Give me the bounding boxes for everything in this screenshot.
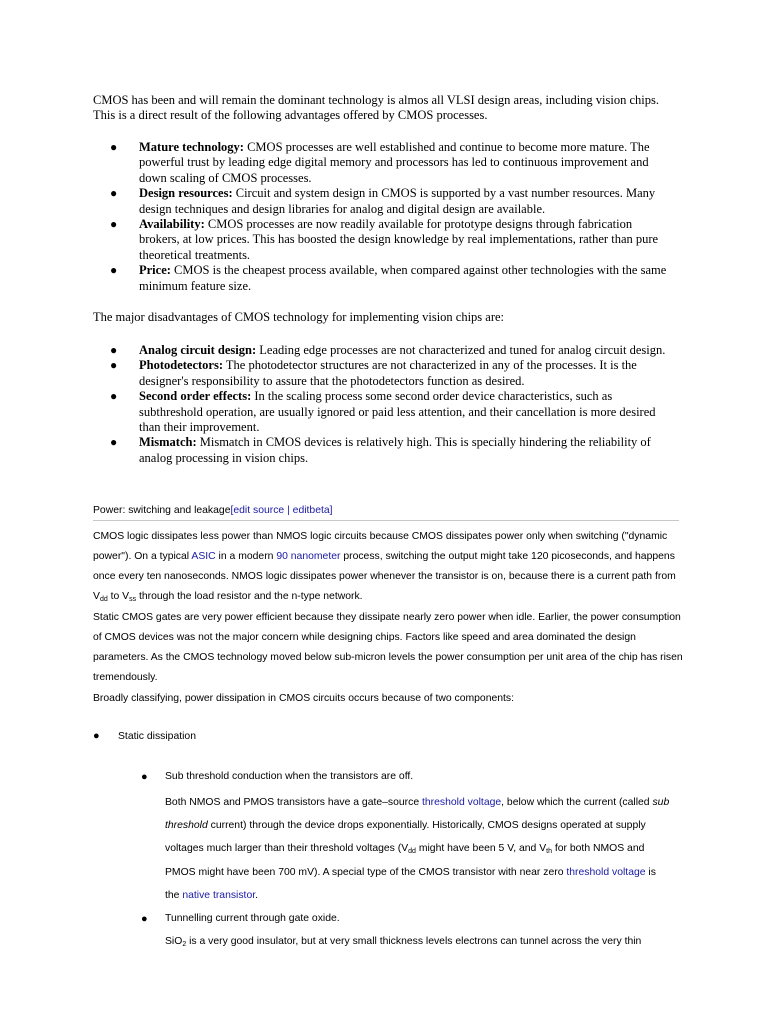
item-term: Mismatch: — [139, 435, 197, 450]
editbeta-link[interactable]: editbeta — [292, 505, 330, 516]
text-run: CMOS logic dissipates less power than NMOS logic circuits because CMOS dissipates power only when switching ("dynamic power"). On a typical — [93, 531, 668, 562]
item-text: In the scaling process some second order device characteristics, such as subthreshold operation, are usually ignored or paid less attention, and their cancellation is more desired than their improvement. — [139, 389, 656, 435]
threshold-voltage-link[interactable]: threshold voltage — [422, 797, 502, 808]
text-run: might have been 5 V, and V — [415, 843, 547, 855]
paragraph-dynamic-power — [93, 527, 683, 607]
bullet-icon: ● — [141, 771, 148, 783]
bracket-close: ] — [329, 505, 333, 516]
text-run: to V — [107, 591, 130, 602]
section-heading — [93, 504, 679, 521]
emphasis: sub threshold — [165, 797, 670, 832]
static-dissipation-label: Static dissipation — [118, 731, 196, 742]
bullet-icon: ● — [110, 217, 118, 232]
paragraph-static-cmos: Static CMOS gates are very power efficient because they dissipate nearly zero power when idle. Earlier, the power consumption of CMOS devices was not the major concern while designing chips. Factors like speed and area dominated the design parameters. As the CMOS technology moved below sub-micron levels the power consumption per unit area of the chip has risen tremendously. — [93, 612, 683, 683]
item-text: Leading edge processes are not characterized and tuned for analog circuit design. — [256, 343, 666, 357]
advantages-list — [110, 140, 670, 294]
bullet-icon: ● — [110, 263, 118, 278]
bullet-icon: ● — [93, 730, 100, 742]
section-title: Power: switching and leakage — [93, 505, 231, 516]
item-term: Design resources: — [139, 186, 233, 201]
item-term: Availability: — [139, 217, 205, 232]
list-item — [110, 186, 670, 217]
native-transistor-link[interactable]: native transistor — [182, 889, 256, 901]
item-text: Circuit and system design in CMOS is supported by a vast number resources. Many design techniques and design libraries for analog and digital design are available. — [139, 186, 656, 216]
text-run: in a modern — [215, 551, 277, 562]
item-term: Analog circuit design: — [139, 343, 257, 357]
text-run: . — [255, 889, 259, 901]
tunnelling-item: Tunnelling current through gate oxide. — [165, 913, 340, 924]
text-run: is the — [165, 866, 656, 901]
item-term: Price: — [139, 263, 171, 278]
paragraph-tunnelling — [165, 932, 670, 952]
subscript: 2 — [182, 941, 187, 948]
item-term: Mature technology: — [139, 140, 244, 154]
bracket-open: [ — [230, 505, 234, 516]
text-run: current) through the device drops exponentially. Historically, CMOS designs operated at supply voltages much larger than their threshold voltages (V — [165, 820, 646, 855]
list-item — [110, 435, 670, 466]
bullet-icon: ● — [110, 435, 118, 450]
text-run: SiO — [165, 936, 183, 947]
text-run: for both NMOS and PMOS might have been 700 mV). A special type of the CMOS transistor with near zero — [165, 843, 645, 878]
text-run: , below which the current (called — [501, 797, 653, 808]
bullet-icon: ● — [110, 343, 118, 357]
text-run: is a very good insulator, but at very small thickness levels electrons can tunnel across the very thin — [186, 936, 642, 947]
threshold-voltage-link[interactable]: threshold voltage — [566, 866, 646, 878]
paragraph-classification: Broadly classifying, power dissipation in CMOS circuits occurs because of two components: — [93, 693, 515, 704]
item-text: CMOS is the cheapest process available, when compared against other technologies with the same minimum feature size. — [139, 263, 667, 293]
separator: | — [284, 505, 293, 516]
item-term: Second order effects: — [139, 389, 252, 404]
bullet-icon: ● — [110, 358, 118, 373]
item-text: CMOS processes are now readily available for prototype designs through fabrication brokers, at low prices. This has boosted the design knowledge by real implementations, rather than pure theoretical treatments. — [139, 217, 659, 262]
intro-paragraph: CMOS has been and will remain the dominant technology is almos all VLSI design areas, including vision chips. This is a direct result of the following advantages offered by CMOS processes. — [93, 93, 660, 123]
text-run: Both NMOS and PMOS transistors have a gate–source — [165, 797, 423, 808]
disadvantages-intro: The major disadvantages of CMOS technology for implementing vision chips are: — [93, 310, 505, 324]
list-item — [110, 263, 670, 294]
bullet-icon: ● — [141, 913, 148, 925]
90-nanometer-link[interactable]: 90 nanometer — [276, 551, 341, 562]
bullet-icon: ● — [110, 389, 118, 404]
item-text: CMOS processes are well established and continue to become more mature. The powerful trust by leading edge digital memory and processors has led to continuous improvement and down scaling of CMOS processes. — [139, 140, 650, 185]
list-item — [110, 343, 670, 358]
edit-source-link[interactable]: edit source — [233, 505, 285, 516]
item-text: Mismatch in CMOS devices is relatively high. This is specially hindering the reliability of analog processing in vision chips. — [139, 435, 651, 465]
disadvantages-list — [110, 343, 670, 466]
bullet-icon: ● — [110, 140, 118, 154]
list-item — [110, 389, 670, 435]
asic-link[interactable]: ASIC — [191, 551, 216, 562]
subscript: th — [546, 848, 552, 856]
bullet-icon: ● — [110, 186, 118, 201]
list-item — [110, 358, 670, 389]
list-item — [110, 140, 670, 186]
list-item — [110, 217, 670, 263]
item-text: The photodetector structures are not characterized in any of the processes. It is the designer's responsibility to assure that the photodetectors function as desired. — [139, 358, 637, 388]
paragraph-subthreshold — [165, 791, 670, 907]
item-term: Photodetectors: — [139, 358, 223, 373]
subscript: ss — [129, 596, 137, 603]
text-run: process, switching the output might take 120 picoseconds, and happens once every ten nanoseconds. NMOS logic dissipates power whenever the transistor is on, because there is a current path from V — [93, 551, 676, 602]
subthreshold-item: Sub threshold conduction when the transistors are off. — [165, 771, 414, 782]
subscript: dd — [408, 848, 416, 856]
text-run: through the load resistor and the n-type network. — [136, 591, 363, 602]
subscript: dd — [99, 596, 108, 603]
